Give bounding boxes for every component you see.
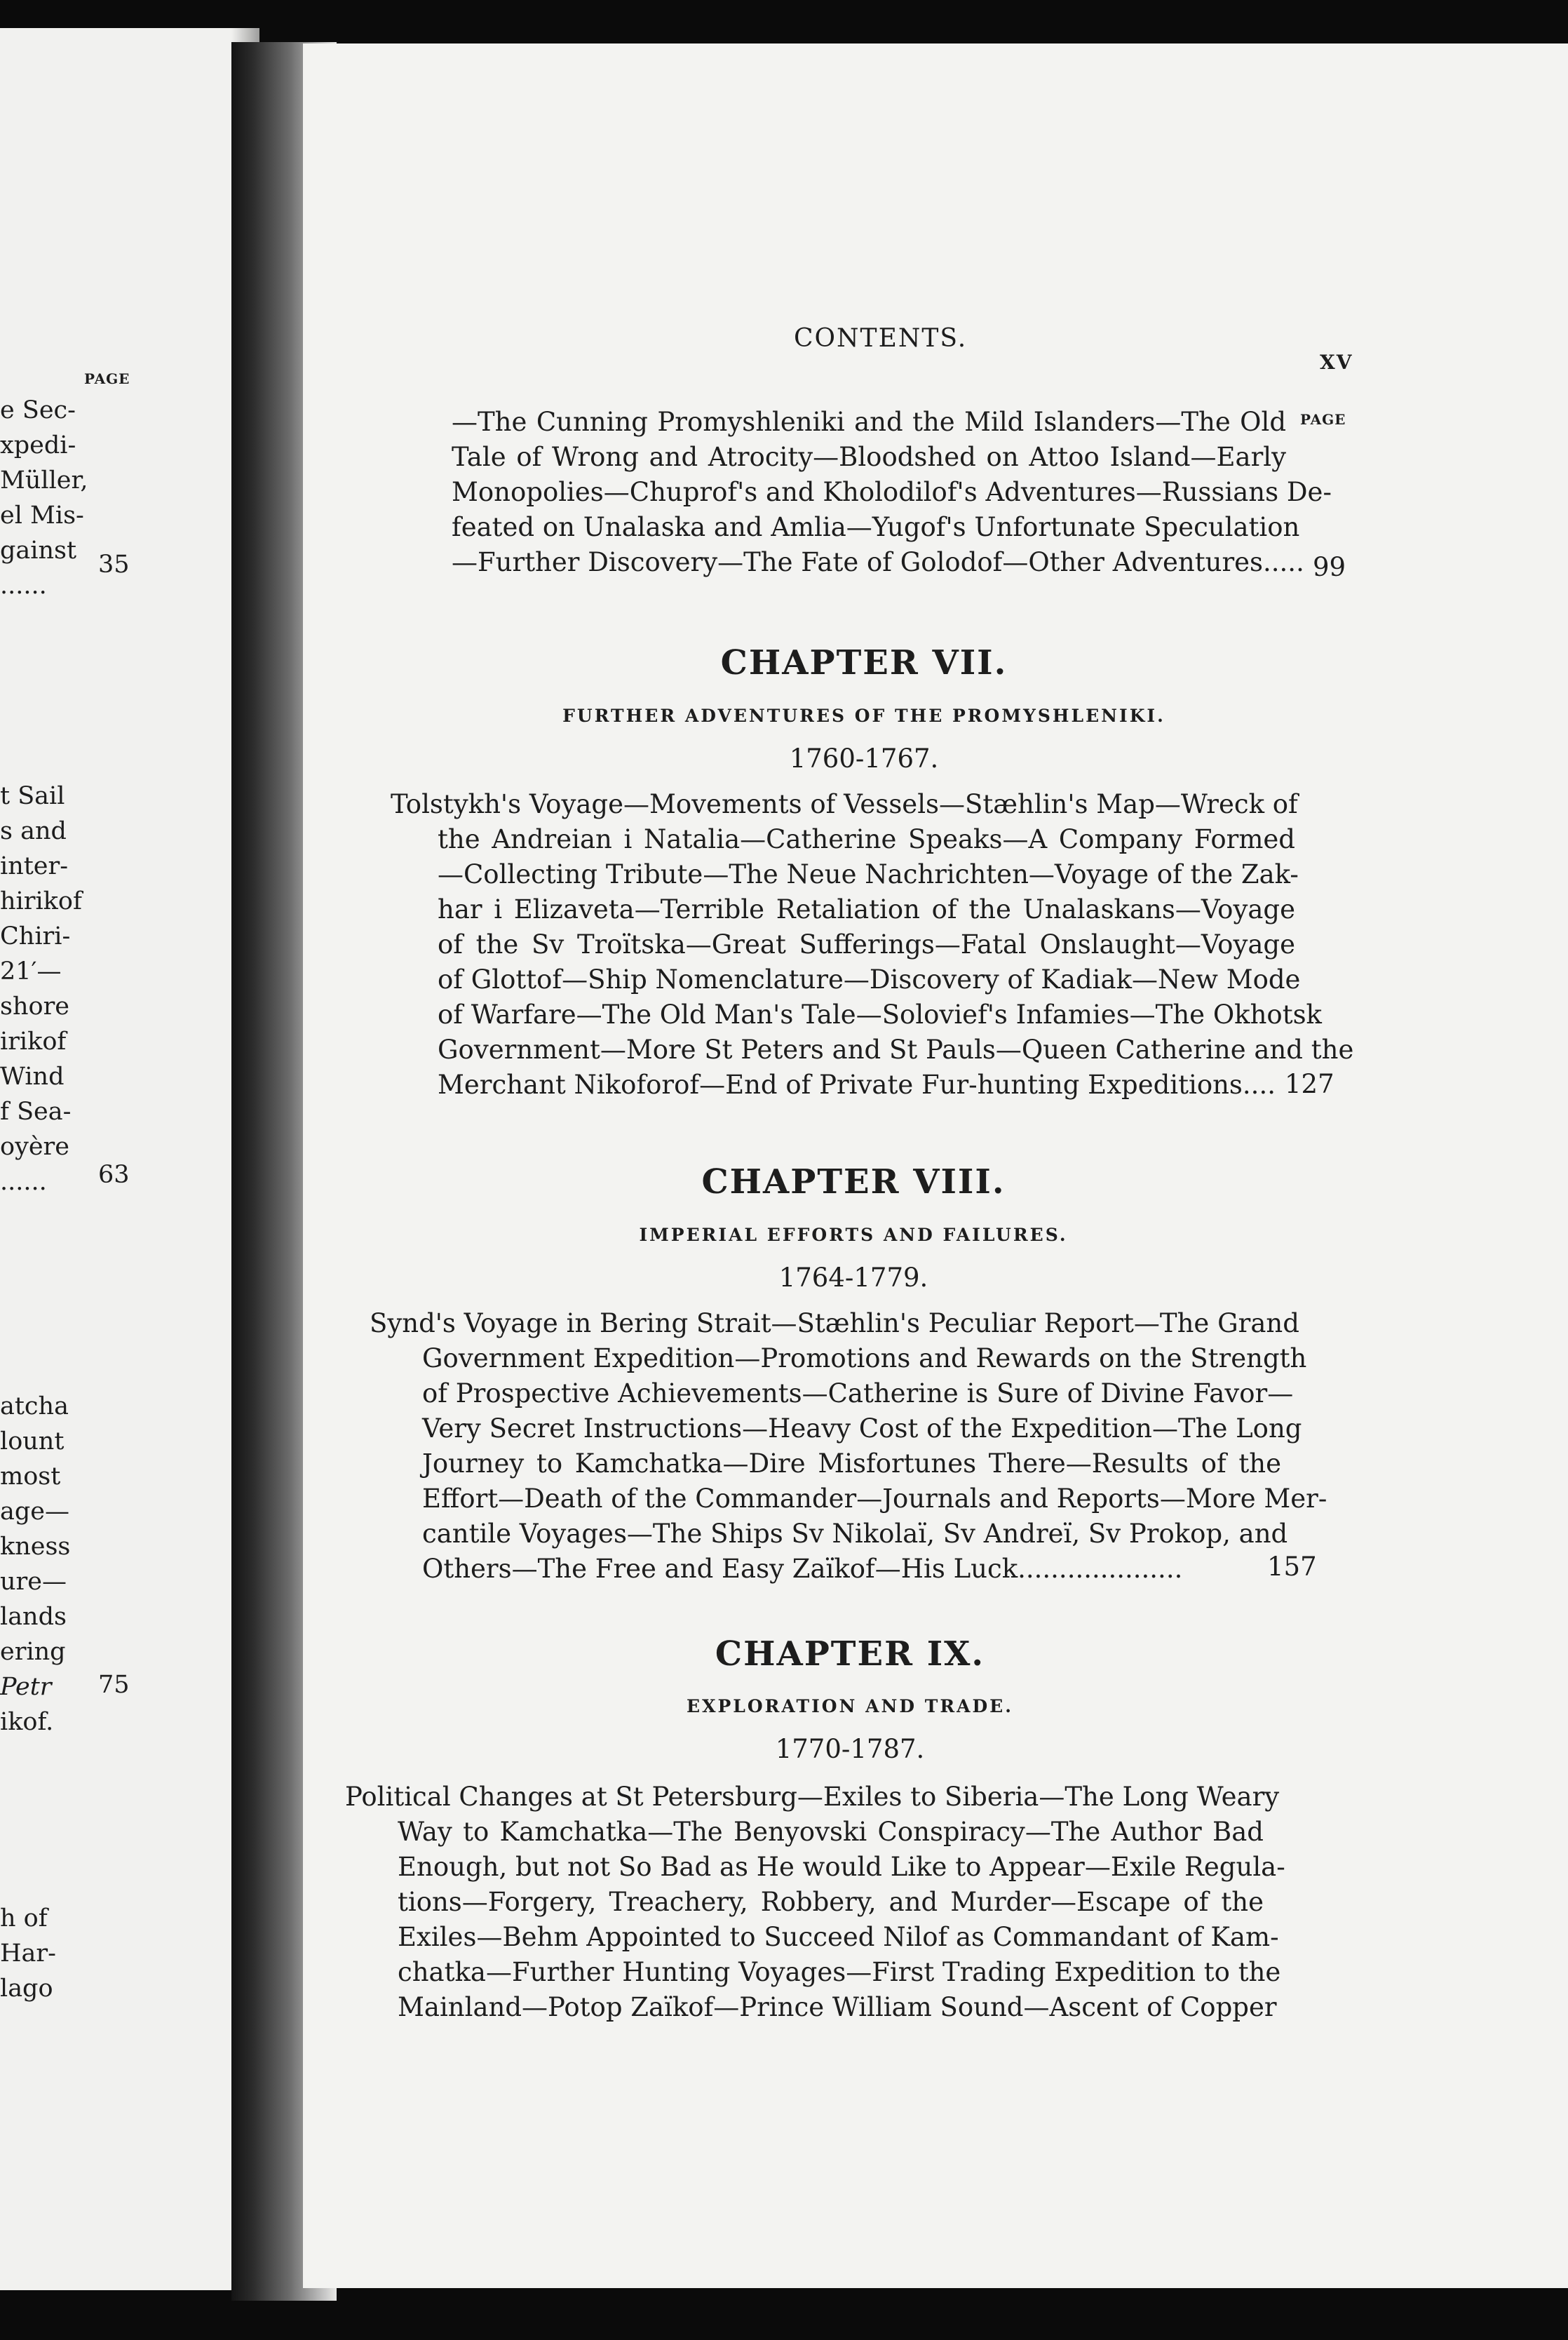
toc-entry-chapter-9	[345, 1780, 1285, 2025]
entry-line	[345, 1955, 1281, 1990]
chapter-subtitle: IMPERIAL EFFORTS AND FAILURES.	[639, 1225, 1068, 1245]
left-page-number: 75	[98, 1671, 130, 1699]
entry-line	[345, 1990, 1277, 2025]
left-page-text-fragment: ......	[0, 572, 47, 600]
entry-line	[391, 1033, 1354, 1068]
entry-page-number: 127	[1285, 1069, 1334, 1099]
left-page-text-fragment: 21′—	[0, 957, 62, 986]
left-page-text-fragment: lago	[0, 1975, 53, 2003]
entry-page-number: 157	[1267, 1552, 1317, 1582]
entry-line-text: of Prospective Achievements—Catherine is Sure of Divine Favor—	[422, 1378, 1294, 1408]
entry-line	[391, 927, 1295, 962]
entry-line: Synd's Voyage in Bering Strait—Stæhlin's Peculiar Report—The Grand	[370, 1308, 1299, 1338]
left-page-number: 35	[98, 551, 130, 579]
left-page-text-fragment: Chiri-	[0, 922, 71, 950]
left-page-text-fragment: Petr	[0, 1673, 52, 1701]
entry-line-text: Enough, but not So Bad as He would Like to Appear—Exile Regula-	[398, 1852, 1285, 1882]
entry-line: —Further Discovery—The Fate of Golodof—Other Adventures.....	[452, 547, 1304, 577]
left-page-text-fragment: hirikof	[0, 887, 82, 915]
left-page-label: PAGE	[84, 370, 130, 387]
entry-line	[391, 962, 1301, 997]
left-page-text-fragment: xpedi-	[0, 431, 76, 459]
entry-line-text: Way to Kamchatka—The Benyovski Conspiracy—The Author Bad	[398, 1817, 1264, 1847]
left-page-text-fragment: inter-	[0, 852, 69, 880]
left-page-text-fragment: Müller,	[0, 466, 88, 495]
entry-line-text: Others—The Free and Easy Zaïkof—His Luck....................	[422, 1554, 1183, 1584]
left-page-text-fragment: ikof.	[0, 1708, 54, 1736]
entry-line	[391, 857, 1299, 892]
left-page-text-fragment: irikof	[0, 1028, 67, 1056]
chapter-subtitle: EXPLORATION AND TRADE.	[687, 1696, 1013, 1716]
entry-line: —The Cunning Promyshleniki and the Mild Islanders—The Old	[452, 407, 1286, 437]
entry-line	[391, 892, 1295, 927]
entry-line	[370, 1481, 1327, 1517]
left-page-text-fragment: atcha	[0, 1392, 69, 1420]
chapter-dates: 1770-1787.	[775, 1734, 925, 1764]
chapter-heading: CHAPTER VII.	[720, 643, 1008, 682]
chapter-subtitle: FURTHER ADVENTURES OF THE PROMYSHLENIKI.	[562, 706, 1165, 726]
entry-line-text: Government Expedition—Promotions and Rewards on the Strength	[422, 1343, 1307, 1373]
entry-line	[391, 997, 1322, 1033]
entry-line-text: tions—Forgery, Treachery, Robbery, and Murder—Escape of the	[398, 1887, 1264, 1917]
entry-line-text: of the Sv Troïtska—Great Sufferings—Fatal Onslaught—Voyage	[438, 929, 1295, 960]
entry-line	[345, 1850, 1285, 1885]
contents-page	[303, 43, 1568, 2288]
left-page-number: 63	[98, 1161, 130, 1189]
entry-line	[391, 822, 1295, 857]
left-page-text-fragment: lands	[0, 1603, 67, 1631]
chapter-heading: CHAPTER IX.	[715, 1634, 985, 1674]
entry-line	[345, 1815, 1264, 1850]
entry-line	[370, 1411, 1302, 1446]
left-page-text-fragment: ure—	[0, 1568, 67, 1596]
left-page-text-fragment: h of	[0, 1904, 48, 1932]
entry-line: feated on Unalaska and Amlia—Yugof's Unfortunate Speculation	[452, 512, 1300, 542]
entry-line	[345, 1920, 1279, 1955]
left-page-text-fragment: gainst	[0, 537, 77, 565]
entry-line	[370, 1376, 1294, 1411]
entry-line-text: Merchant Nikoforof—End of Private Fur-hunting Expeditions....	[438, 1070, 1276, 1100]
left-page-text-fragment: e Sec-	[0, 396, 76, 424]
entry-line-text: of Glottof—Ship Nomenclature—Discovery of Kadiak—New Mode	[438, 964, 1301, 995]
left-page-text-fragment: s and	[0, 817, 67, 845]
entry-page-number: 99	[1313, 552, 1346, 582]
left-page-text-fragment: kness	[0, 1533, 71, 1561]
left-page-text-fragment: age—	[0, 1498, 69, 1526]
entry-line-text: Journey to Kamchatka—Dire Misfortunes There—Results of the	[422, 1448, 1281, 1479]
left-page-text-fragment: t Sail	[0, 782, 65, 810]
page-column-label: PAGE	[1300, 411, 1346, 428]
entry-line: Monopolies—Chuprof's and Kholodilof's Adventures—Russians De-	[452, 477, 1332, 507]
left-page-text-fragment: oyère	[0, 1133, 70, 1161]
entry-line-text: the Andreian i Natalia—Catherine Speaks—A Company Formed	[438, 824, 1295, 854]
entry-line	[370, 1552, 1281, 1587]
page-number: XV	[1320, 351, 1353, 374]
entry-line-text: chatka—Further Hunting Voyages—First Trading Expedition to the	[398, 1957, 1281, 1987]
running-head: CONTENTS.	[794, 324, 968, 353]
left-page-text-fragment: Har-	[0, 1939, 56, 1968]
left-page-text-fragment: el Mis-	[0, 502, 84, 530]
entry-line-text: Exiles—Behm Appointed to Succeed Nilof as Commandant of Kam-	[398, 1922, 1279, 1952]
left-page-text-fragment: f Sea-	[0, 1098, 72, 1126]
entry-line: Political Changes at St Petersburg—Exiles to Siberia—The Long Weary	[345, 1782, 1280, 1812]
entry-line-text: Effort—Death of the Commander—Journals and Reports—More Mer-	[422, 1484, 1327, 1514]
entry-line-text: cantile Voyages—The Ships Sv Nikolaï, Sv Andreï, Sv Prokop, and	[422, 1519, 1288, 1549]
left-page-text-fragment: ering	[0, 1638, 66, 1666]
chapter-dates: 1764-1779.	[778, 1263, 928, 1293]
left-page-text-fragment: lount	[0, 1427, 65, 1455]
entry-line-text: har i Elizaveta—Terrible Retaliation of the Unalaskans—Voyage	[438, 894, 1295, 924]
entry-line	[345, 1885, 1264, 1920]
entry-line	[391, 1068, 1295, 1103]
entry-line: Tale of Wrong and Atrocity—Bloodshed on Attoo Island—Early	[452, 442, 1286, 472]
entry-line	[370, 1517, 1288, 1552]
left-page-text-fragment: most	[0, 1462, 61, 1491]
left-page-text-fragment: shore	[0, 993, 70, 1021]
entry-line-text: Very Secret Instructions—Heavy Cost of the Expedition—The Long	[422, 1413, 1302, 1444]
entry-line-text: Mainland—Potop Zaïkof—Prince William Sound—Ascent of Copper	[398, 1992, 1277, 2022]
left-page-text-fragment: Wind	[0, 1063, 65, 1091]
entry-line-text: of Warfare—The Old Man's Tale—Solovief's Infamies—The Okhotsk	[438, 1000, 1322, 1030]
chapter-heading: CHAPTER VIII.	[701, 1162, 1006, 1202]
previous-page	[0, 28, 259, 2290]
entry-line-text: Government—More St Peters and St Pauls—Queen Catherine and the	[438, 1035, 1354, 1065]
entry-line	[370, 1341, 1307, 1376]
chapter-dates: 1760-1767.	[789, 744, 939, 774]
left-page-text-fragment: ......	[0, 1168, 47, 1196]
entry-line-text: —Collecting Tribute—The Neue Nachrichten—Voyage of the Zak-	[438, 859, 1299, 889]
entry-line: Tolstykh's Voyage—Movements of Vessels—Stæhlin's Map—Wreck of	[391, 789, 1298, 819]
entry-line	[370, 1446, 1281, 1481]
